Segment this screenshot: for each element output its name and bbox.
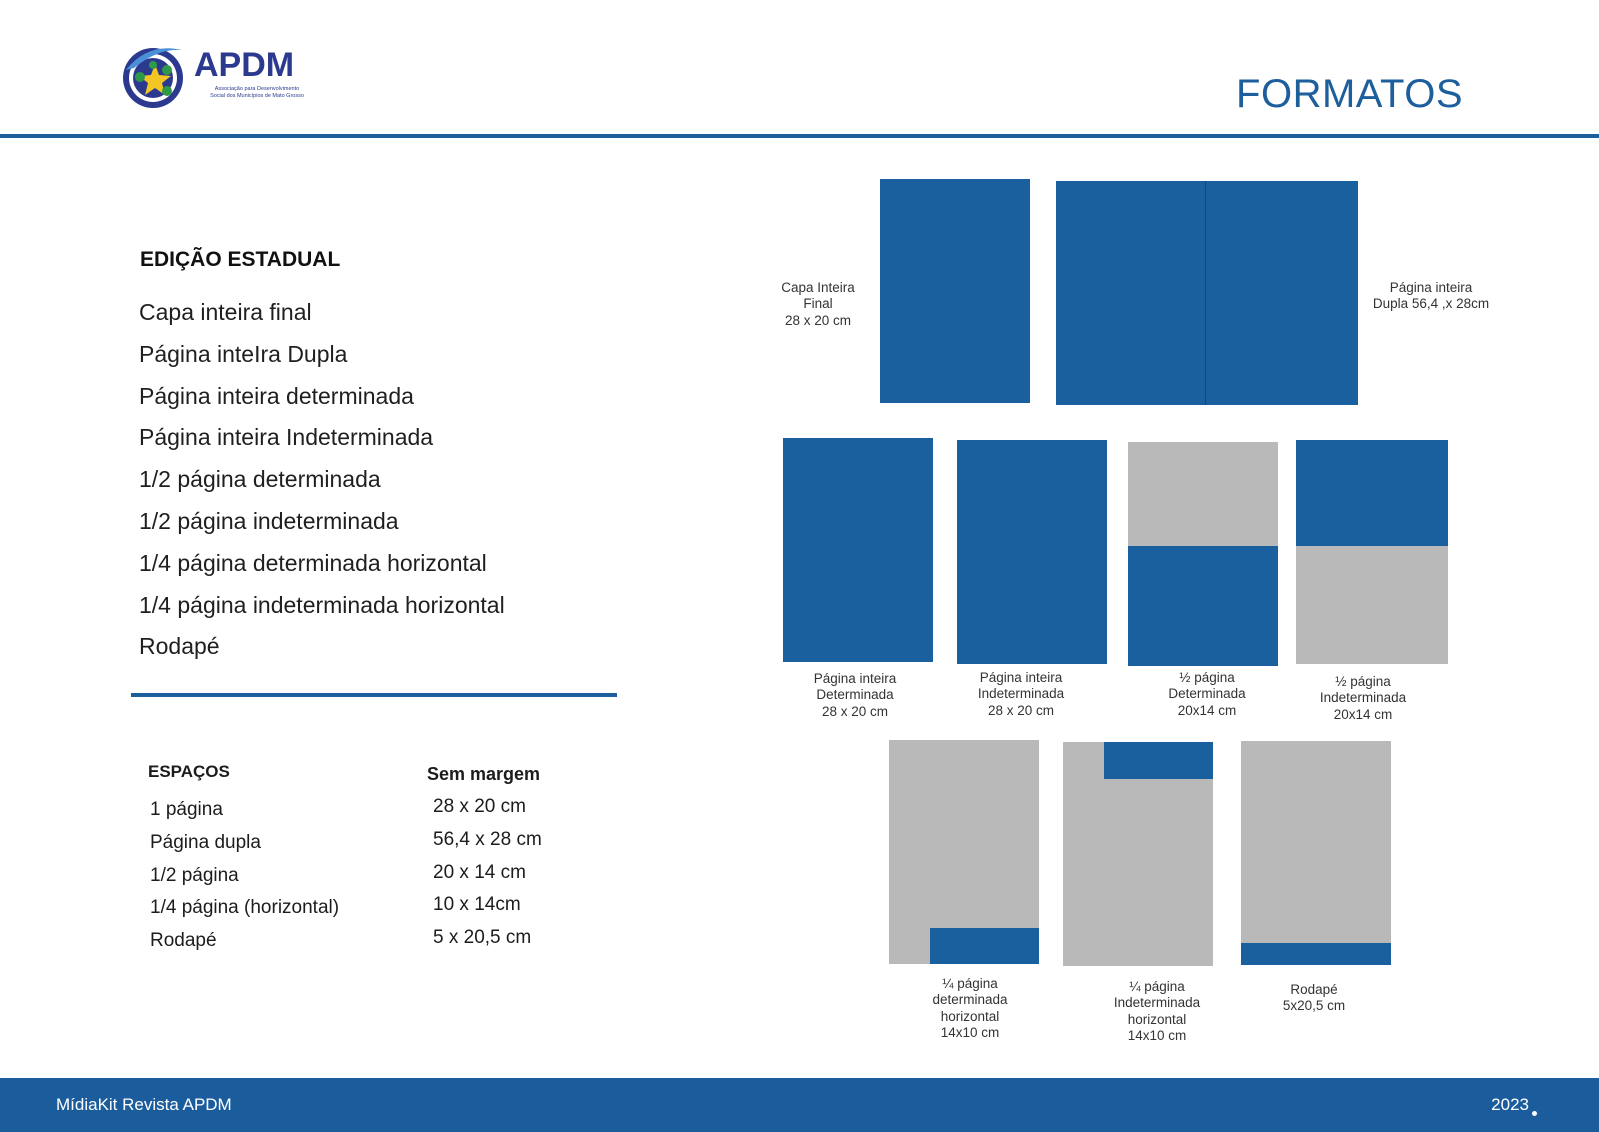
logo-subtitle-line2: Social dos Municípios de Mato Grosso xyxy=(210,93,304,99)
quarto-pagina-determinada-mockup xyxy=(889,740,1039,964)
caption-line: 5x20,5 cm xyxy=(1282,998,1346,1014)
footer-title: MídiaKit Revista APDM xyxy=(56,1095,232,1114)
caption-line: Determinada xyxy=(816,687,894,703)
caption-line: 28 x 20 cm xyxy=(987,702,1055,718)
size-cell: 28 x 20 cm xyxy=(433,796,526,817)
footer-bar xyxy=(0,1078,1599,1132)
format-item: 1/4 página indeterminada horizontal xyxy=(139,591,505,618)
caption-line: ¼ página xyxy=(1129,979,1185,994)
meia-pagina-indeterminada-ad-area xyxy=(1296,440,1448,546)
caption-line: horizontal xyxy=(1127,1011,1187,1027)
logo-subtitle-line1: Associação para Desenvolvimento xyxy=(214,86,300,92)
caption-line: 14x10 cm xyxy=(1127,1027,1187,1043)
format-item: Rodapé xyxy=(139,633,220,660)
edition-heading: EDIÇÃO ESTADUAL xyxy=(140,248,341,271)
rodape-mockup xyxy=(1241,741,1391,965)
caption-line: Indeterminada xyxy=(977,686,1065,702)
format-item: Página inteira determinada xyxy=(139,382,414,409)
section-divider xyxy=(131,693,617,697)
apdm-logo xyxy=(118,40,318,110)
pagina-inteira-determinada-caption xyxy=(814,671,897,720)
format-item: 1/4 página determinada horizontal xyxy=(139,549,487,576)
format-item: Capa inteira final xyxy=(139,299,312,325)
quarto-pagina-indeterminada-ad-area xyxy=(1104,742,1213,779)
caption-line: 20x14 cm xyxy=(1177,702,1237,718)
header-divider xyxy=(0,134,1599,138)
pagina-inteira-determinada-mockup xyxy=(783,438,933,662)
caption-line: horizontal xyxy=(940,1008,1000,1024)
page-title: FORMATOS xyxy=(1236,72,1463,116)
caption-line: Determinada xyxy=(1168,686,1246,702)
caption-line: ½ página xyxy=(1335,674,1391,689)
caption-line: Rodapé xyxy=(1290,982,1338,997)
size-cell: 56,4 x 28 cm xyxy=(433,828,542,850)
spaces-column xyxy=(150,798,339,962)
rodape-caption xyxy=(1283,982,1345,1015)
quarto-pagina-determinada-ad-area xyxy=(930,928,1039,964)
space-cell: Página dupla xyxy=(150,831,261,853)
capa-inteira-caption xyxy=(781,280,855,329)
meia-pagina-determinada-ad-area xyxy=(1128,546,1278,666)
pagina-inteira-indeterminada-mockup xyxy=(957,440,1107,664)
caption-line: Indeterminada xyxy=(1319,690,1407,706)
size-cell: 20 x 14 cm xyxy=(433,861,526,883)
footer-dot-icon xyxy=(1532,1111,1537,1116)
caption-line: 28 x 20 cm xyxy=(821,703,889,719)
size-cell: 5 x 20,5 cm xyxy=(433,927,532,949)
caption-line: ¼ página xyxy=(942,976,998,991)
size-cell: 10 x 14cm xyxy=(433,894,521,916)
quarto-pagina-determinada-caption xyxy=(932,976,1007,1041)
format-item: 1/2 página determinada xyxy=(139,466,381,493)
meia-pagina-indeterminada-mockup xyxy=(1296,440,1448,664)
space-cell: 1/4 página (horizontal) xyxy=(150,897,340,919)
caption-line: Final xyxy=(803,296,833,312)
size-column-header: Sem margem xyxy=(427,764,541,784)
format-item: 1/2 página indeterminada xyxy=(139,507,399,534)
space-cell: 1 página xyxy=(150,799,223,820)
space-cell: 1/2 página xyxy=(150,864,239,886)
caption-line: determinada xyxy=(932,992,1008,1008)
caption-line: 28 x 20 cm xyxy=(784,312,852,328)
caption-line: 14x10 cm xyxy=(940,1024,1000,1040)
caption-line: Dupla 56,4 ,x 28cm xyxy=(1372,296,1490,312)
caption-line: 20x14 cm xyxy=(1333,706,1393,722)
capa-inteira-mockup xyxy=(880,179,1030,403)
caption-line: Indeterminada xyxy=(1113,995,1201,1011)
quarto-pagina-indeterminada-mockup xyxy=(1063,742,1213,966)
caption-line: Capa Inteira xyxy=(781,280,855,295)
pagina-dupla-fold xyxy=(1205,181,1206,405)
pagina-inteira-indeterminada-caption xyxy=(978,670,1064,719)
quarto-pagina-indeterminada-caption xyxy=(1114,979,1200,1044)
caption-line: Página inteira xyxy=(813,671,897,686)
format-item: Página inteIra Dupla xyxy=(139,340,348,367)
space-cell: Rodapé xyxy=(150,930,217,952)
format-item: Página inteira Indeterminada xyxy=(139,424,434,451)
pagina-dupla-caption xyxy=(1373,280,1489,313)
logo-wordmark: APDM xyxy=(194,46,295,84)
rodape-ad-area xyxy=(1241,943,1391,965)
meia-pagina-determinada-caption xyxy=(1168,670,1245,719)
spaces-column-header: ESPAÇOS xyxy=(148,762,230,781)
logo-emblem-icon xyxy=(118,40,190,110)
pagina-dupla-mockup xyxy=(1056,181,1358,405)
meia-pagina-determinada-mockup xyxy=(1128,442,1278,666)
logo-subtitle xyxy=(198,86,316,100)
caption-line: Página inteira xyxy=(1389,280,1473,295)
meia-pagina-indeterminada-caption xyxy=(1320,674,1406,723)
footer-year: 2023 xyxy=(1491,1095,1529,1114)
caption-line: Página inteira xyxy=(979,670,1063,685)
format-list xyxy=(139,296,505,672)
caption-line: ½ página xyxy=(1179,670,1235,685)
size-column xyxy=(433,795,542,959)
